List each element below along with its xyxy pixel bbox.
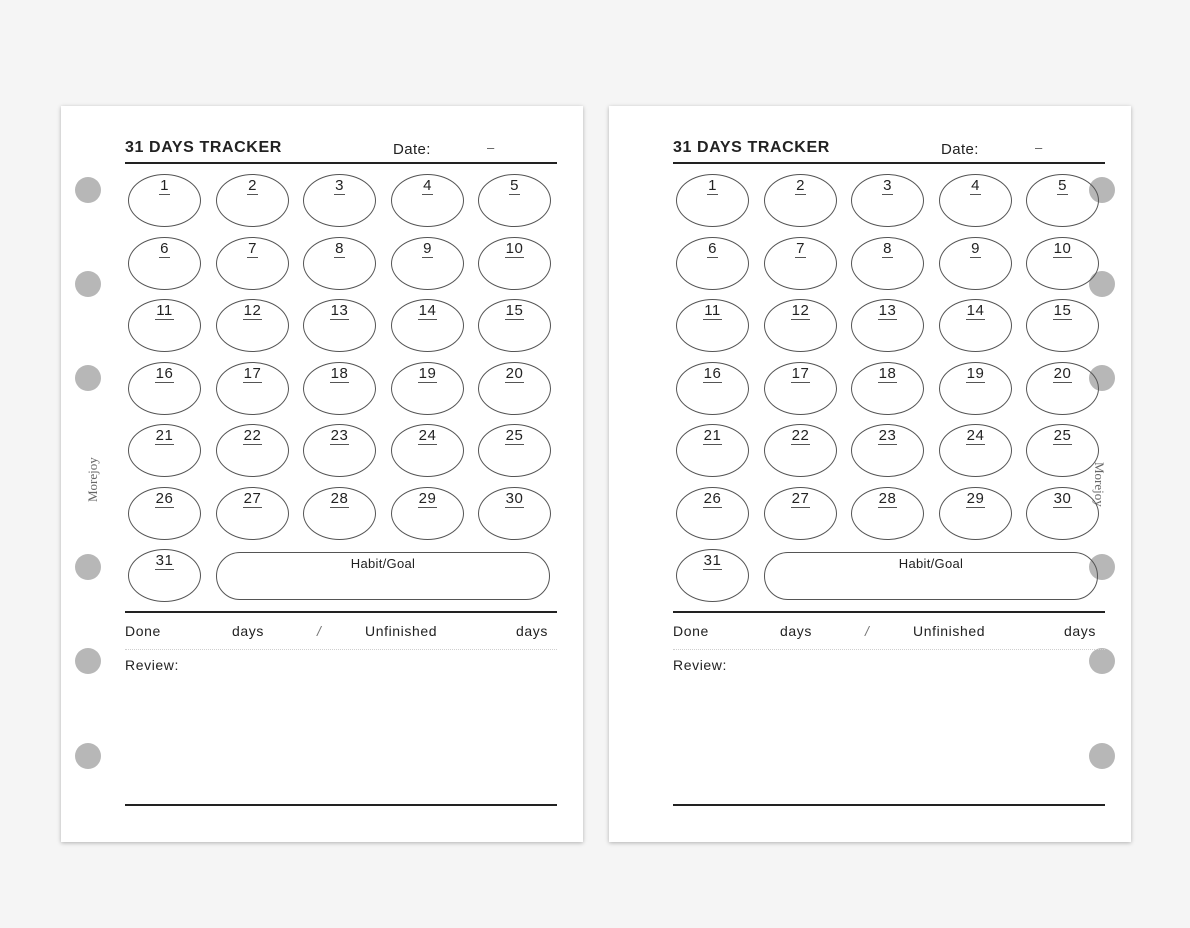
day-number: 22 xyxy=(243,427,262,444)
habit-goal-label: Habit/Goal xyxy=(350,556,416,571)
day-circle[interactable] xyxy=(303,237,376,290)
day-circle[interactable] xyxy=(303,174,376,227)
day-circle[interactable] xyxy=(1026,299,1099,352)
day-number: 16 xyxy=(703,365,722,382)
day-number: 7 xyxy=(248,240,257,257)
day-circle[interactable] xyxy=(764,299,837,352)
review-label: Review: xyxy=(125,657,179,673)
day-number: 21 xyxy=(155,427,174,444)
binder-hole xyxy=(75,554,101,580)
day-number: 6 xyxy=(160,240,169,257)
day-number: 27 xyxy=(243,490,262,507)
date-label: Date: xyxy=(393,141,431,158)
day-number: 26 xyxy=(155,490,174,507)
day-circle[interactable] xyxy=(676,549,749,602)
planner-page-right xyxy=(609,106,1131,842)
day-circle[interactable] xyxy=(391,299,464,352)
day-number: 18 xyxy=(330,365,349,382)
day-circle[interactable] xyxy=(216,487,289,540)
day-circle[interactable] xyxy=(391,487,464,540)
day-number: 24 xyxy=(966,427,985,444)
day-number: 5 xyxy=(510,177,519,194)
day-circle[interactable] xyxy=(939,362,1012,415)
day-circle[interactable] xyxy=(391,237,464,290)
day-circle[interactable] xyxy=(478,237,551,290)
brand-text: Morejoy xyxy=(85,457,100,502)
day-circle[interactable] xyxy=(851,487,924,540)
day-number: 8 xyxy=(883,240,892,257)
page-title: 31 DAYS TRACKER xyxy=(673,139,830,156)
day-circle[interactable] xyxy=(391,362,464,415)
day-circle[interactable] xyxy=(676,174,749,227)
done-label: Done xyxy=(673,623,709,639)
day-number: 17 xyxy=(243,365,262,382)
dotted-divider xyxy=(673,649,1105,650)
day-number: 23 xyxy=(878,427,897,444)
day-number: 6 xyxy=(708,240,717,257)
day-number: 13 xyxy=(878,302,897,319)
day-circle[interactable] xyxy=(676,424,749,477)
day-circle[interactable] xyxy=(1026,487,1099,540)
day-number: 23 xyxy=(330,427,349,444)
habit-goal-field[interactable] xyxy=(216,552,550,600)
day-circle[interactable] xyxy=(303,299,376,352)
day-circle[interactable] xyxy=(216,362,289,415)
day-number: 24 xyxy=(418,427,437,444)
day-circle[interactable] xyxy=(764,487,837,540)
day-number: 5 xyxy=(1058,177,1067,194)
day-circle[interactable] xyxy=(216,299,289,352)
day-circle[interactable] xyxy=(303,424,376,477)
day-number: 7 xyxy=(796,240,805,257)
header-rule xyxy=(673,162,1105,164)
day-circle[interactable] xyxy=(128,549,201,602)
day-circle[interactable] xyxy=(939,424,1012,477)
binder-hole xyxy=(75,648,101,674)
day-number: 26 xyxy=(703,490,722,507)
date-separator: – xyxy=(487,140,495,155)
day-number: 31 xyxy=(703,552,722,569)
day-number: 17 xyxy=(791,365,810,382)
day-number: 21 xyxy=(703,427,722,444)
day-circle[interactable] xyxy=(676,237,749,290)
day-number: 28 xyxy=(878,490,897,507)
binder-hole xyxy=(1089,648,1115,674)
day-circle[interactable] xyxy=(1026,237,1099,290)
unfinished-label: Unfinished xyxy=(365,623,438,639)
page-title: 31 DAYS TRACKER xyxy=(125,139,282,156)
day-circle[interactable] xyxy=(764,424,837,477)
day-circle[interactable] xyxy=(478,174,551,227)
done-days-label: days xyxy=(232,623,264,639)
day-number: 1 xyxy=(160,177,169,194)
planner-page-left xyxy=(61,106,583,842)
day-circle[interactable] xyxy=(939,237,1012,290)
day-grid xyxy=(673,174,1105,606)
day-number: 11 xyxy=(156,302,173,319)
day-circle[interactable] xyxy=(128,487,201,540)
day-grid xyxy=(125,174,557,606)
day-number: 15 xyxy=(505,302,524,319)
unfinished-days-label: days xyxy=(516,623,548,639)
day-circle[interactable] xyxy=(478,362,551,415)
day-number: 14 xyxy=(966,302,985,319)
day-number: 3 xyxy=(883,177,892,194)
day-circle[interactable] xyxy=(478,487,551,540)
date-label: Date: xyxy=(941,141,979,158)
day-circle[interactable] xyxy=(128,174,201,227)
day-number: 19 xyxy=(966,365,985,382)
date-separator: – xyxy=(1035,140,1043,155)
habit-goal-field[interactable] xyxy=(764,552,1098,600)
day-number: 10 xyxy=(505,240,524,257)
day-number: 3 xyxy=(335,177,344,194)
slash-separator: / xyxy=(865,623,870,639)
day-circle[interactable] xyxy=(1026,424,1099,477)
day-circle[interactable] xyxy=(216,237,289,290)
binder-hole xyxy=(75,365,101,391)
day-number: 12 xyxy=(791,302,810,319)
day-number: 30 xyxy=(1053,490,1072,507)
unfinished-label: Unfinished xyxy=(913,623,986,639)
day-circle[interactable] xyxy=(1026,174,1099,227)
day-circle[interactable] xyxy=(851,174,924,227)
day-number: 16 xyxy=(155,365,174,382)
day-number: 30 xyxy=(505,490,524,507)
section-rule xyxy=(673,611,1105,613)
day-circle[interactable] xyxy=(478,424,551,477)
day-number: 19 xyxy=(418,365,437,382)
day-circle[interactable] xyxy=(391,174,464,227)
day-number: 8 xyxy=(335,240,344,257)
slash-separator: / xyxy=(317,623,322,639)
day-number: 25 xyxy=(1053,427,1072,444)
day-number: 9 xyxy=(423,240,432,257)
binder-hole xyxy=(75,271,101,297)
bottom-rule xyxy=(125,804,557,806)
day-circle[interactable] xyxy=(764,237,837,290)
habit-goal-label: Habit/Goal xyxy=(898,556,964,571)
day-number: 12 xyxy=(243,302,262,319)
binder-hole xyxy=(1089,743,1115,769)
day-circle[interactable] xyxy=(128,237,201,290)
day-circle[interactable] xyxy=(676,299,749,352)
day-circle[interactable] xyxy=(764,362,837,415)
bottom-rule xyxy=(673,804,1105,806)
day-circle[interactable] xyxy=(128,299,201,352)
day-circle[interactable] xyxy=(478,299,551,352)
binder-hole xyxy=(75,743,101,769)
review-label: Review: xyxy=(673,657,727,673)
header-rule xyxy=(125,162,557,164)
day-circle[interactable] xyxy=(128,362,201,415)
day-number: 22 xyxy=(791,427,810,444)
day-number: 9 xyxy=(971,240,980,257)
day-number: 4 xyxy=(971,177,980,194)
day-circle[interactable] xyxy=(939,174,1012,227)
dotted-divider xyxy=(125,649,557,650)
day-circle[interactable] xyxy=(851,299,924,352)
done-label: Done xyxy=(125,623,161,639)
day-number: 15 xyxy=(1053,302,1072,319)
brand-text: Morejoy xyxy=(1092,462,1107,507)
day-number: 2 xyxy=(248,177,257,194)
day-number: 1 xyxy=(708,177,717,194)
day-circle[interactable] xyxy=(764,174,837,227)
day-circle[interactable] xyxy=(1026,362,1099,415)
day-circle[interactable] xyxy=(128,424,201,477)
day-number: 31 xyxy=(155,552,174,569)
day-number: 29 xyxy=(418,490,437,507)
day-number: 20 xyxy=(505,365,524,382)
day-circle[interactable] xyxy=(216,174,289,227)
day-number: 18 xyxy=(878,365,897,382)
unfinished-days-label: days xyxy=(1064,623,1096,639)
day-circle[interactable] xyxy=(303,487,376,540)
day-circle[interactable] xyxy=(939,299,1012,352)
day-circle[interactable] xyxy=(851,237,924,290)
binder-hole xyxy=(75,177,101,203)
day-number: 14 xyxy=(418,302,437,319)
day-number: 2 xyxy=(796,177,805,194)
day-number: 10 xyxy=(1053,240,1072,257)
day-number: 4 xyxy=(423,177,432,194)
day-circle[interactable] xyxy=(391,424,464,477)
day-circle[interactable] xyxy=(939,487,1012,540)
day-circle[interactable] xyxy=(851,362,924,415)
day-number: 13 xyxy=(330,302,349,319)
day-number: 28 xyxy=(330,490,349,507)
done-days-label: days xyxy=(780,623,812,639)
day-circle[interactable] xyxy=(851,424,924,477)
day-number: 11 xyxy=(704,302,721,319)
day-circle[interactable] xyxy=(676,362,749,415)
day-circle[interactable] xyxy=(216,424,289,477)
day-number: 25 xyxy=(505,427,524,444)
day-number: 29 xyxy=(966,490,985,507)
day-number: 27 xyxy=(791,490,810,507)
section-rule xyxy=(125,611,557,613)
day-number: 20 xyxy=(1053,365,1072,382)
day-circle[interactable] xyxy=(676,487,749,540)
day-circle[interactable] xyxy=(303,362,376,415)
